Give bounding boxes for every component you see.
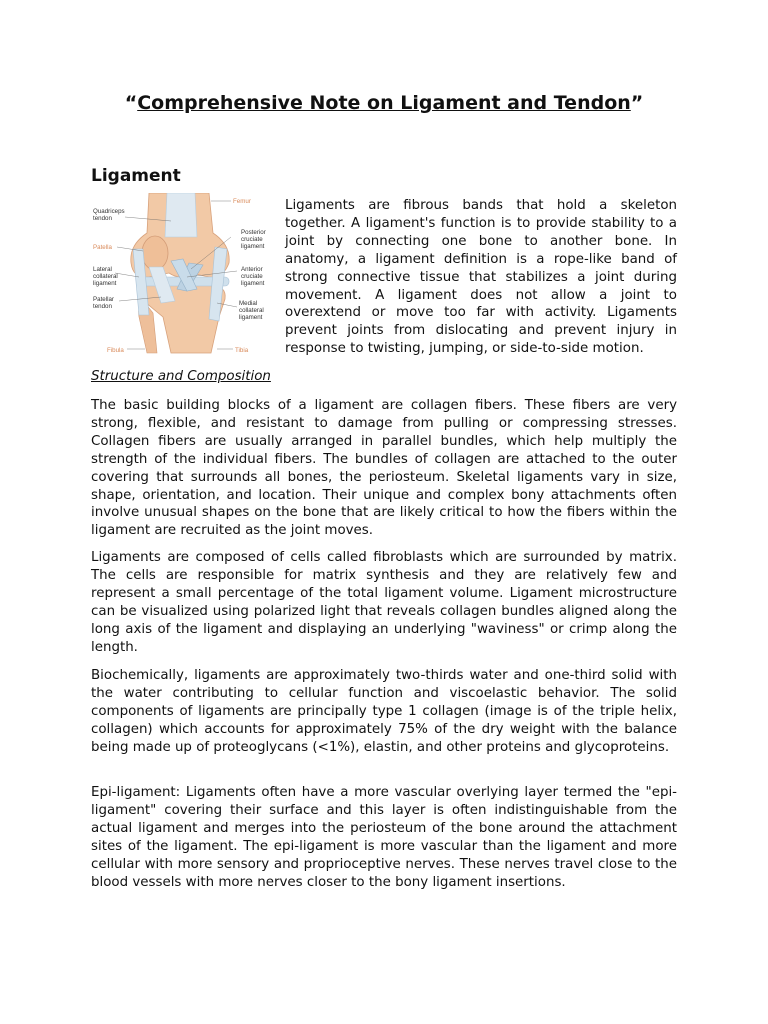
label-patellar-1: Patellar [93,296,114,303]
label-anterior-1: Anterior [241,266,263,273]
knee-anatomy-diagram [91,193,271,358]
label-anterior-3: ligament [241,280,265,287]
label-quadriceps-2: tendon [93,215,112,222]
label-quadriceps-1: Quadriceps [93,208,125,215]
label-posterior-3: ligament [241,243,265,250]
label-patellar-2: tendon [93,303,112,310]
label-tibia: Tibia [235,347,249,354]
intro-paragraph: Ligaments are fibrous bands that hold a skeleton together. A ligament's function is to provide stability to a joint by connecting one bone to another bone. In anatomy, a ligament definition is a rope-like band of strong connective tissue that stabilizes a joint during movement. A ligament does not allow a joint to overextend or move too far with activity. Ligaments prevent joints from dislocating and prevent injury in response to twisting, jumping, or side-to-side motion. [285,198,677,357]
label-lateral-1: Lateral [93,266,112,273]
quadriceps-tendon [165,193,197,237]
label-medial-2: collateral [239,307,264,314]
label-fibula: Fibula [107,347,124,354]
label-medial-1: Medial [239,300,258,307]
title-text: Comprehensive Note on Ligament and Tendon [137,92,631,114]
body-paragraph: Biochemically, ligaments are approximately two-thirds water and one-third solid with the water contributing to cellular function and viscoelastic behavior. The solid components of ligaments are principally type 1 collagen (image is of the triple helix, collagen) which accounts for approximately 75% of the dry weight with the balance being made up of proteoglycans (<1%), elastin, and other proteins and glycoproteins. [91,668,677,755]
subheading-structure: Structure and Composition [91,369,271,384]
patella-bone [142,236,168,270]
title-quote-close: ” [630,92,644,114]
document-title [0,92,768,114]
body-paragraph: Epi-ligament: Ligaments often have a more vascular overlying layer termed the "epi-ligament" covering their surface and this layer is often indistinguishable from the actual ligament and merges into the periosteum of the bone around the attachment sites of the ligament. The epi-ligament is more vascular than the ligament and more cellular with more sensory and proprioceptive nerves. These nerves travel close to the blood vessels with more nerves closer to the bony ligament insertions. [91,785,677,890]
body-paragraph: The basic building blocks of a ligament are collagen fibers. These fibers are very strong, flexible, and resistant to damage from pulling or compressing stresses. Collagen fibers are usually arranged in parallel bundles, which help multiply the strength of the individual fibers. The bundles of collagen are attached to the outer covering that surrounds all bones, the periosteum. Skeletal ligaments vary in size, shape, orientation, and location. Their unique and complex bony attachments often involve unusual shapes on the bone that are likely critical to how the fibers within the ligament are recruited as the joint moves. [91,398,677,539]
label-posterior-1: Posterior [241,229,266,236]
label-posterior-2: cruciate [241,236,263,243]
label-patella: Patella [93,244,112,251]
label-medial-3: ligament [239,314,263,321]
title-quote-open: “ [124,92,138,114]
label-anterior-2: cruciate [241,273,263,280]
label-lateral-3: ligament [93,280,117,287]
section-heading-ligament: Ligament [91,166,181,186]
label-lateral-2: collateral [93,273,118,280]
body-paragraph: Ligaments are composed of cells called fibroblasts which are surrounded by matrix. The cells are responsible for matrix synthesis and they are relatively few and represent a small percentage of the total ligament volume. Ligament microstructure can be visualized using polarized light that reveals collagen bundles aligned along the long axis of the ligament and displaying an underlying "waviness" or crimp along the length. [91,550,677,655]
label-femur: Femur [233,198,251,205]
